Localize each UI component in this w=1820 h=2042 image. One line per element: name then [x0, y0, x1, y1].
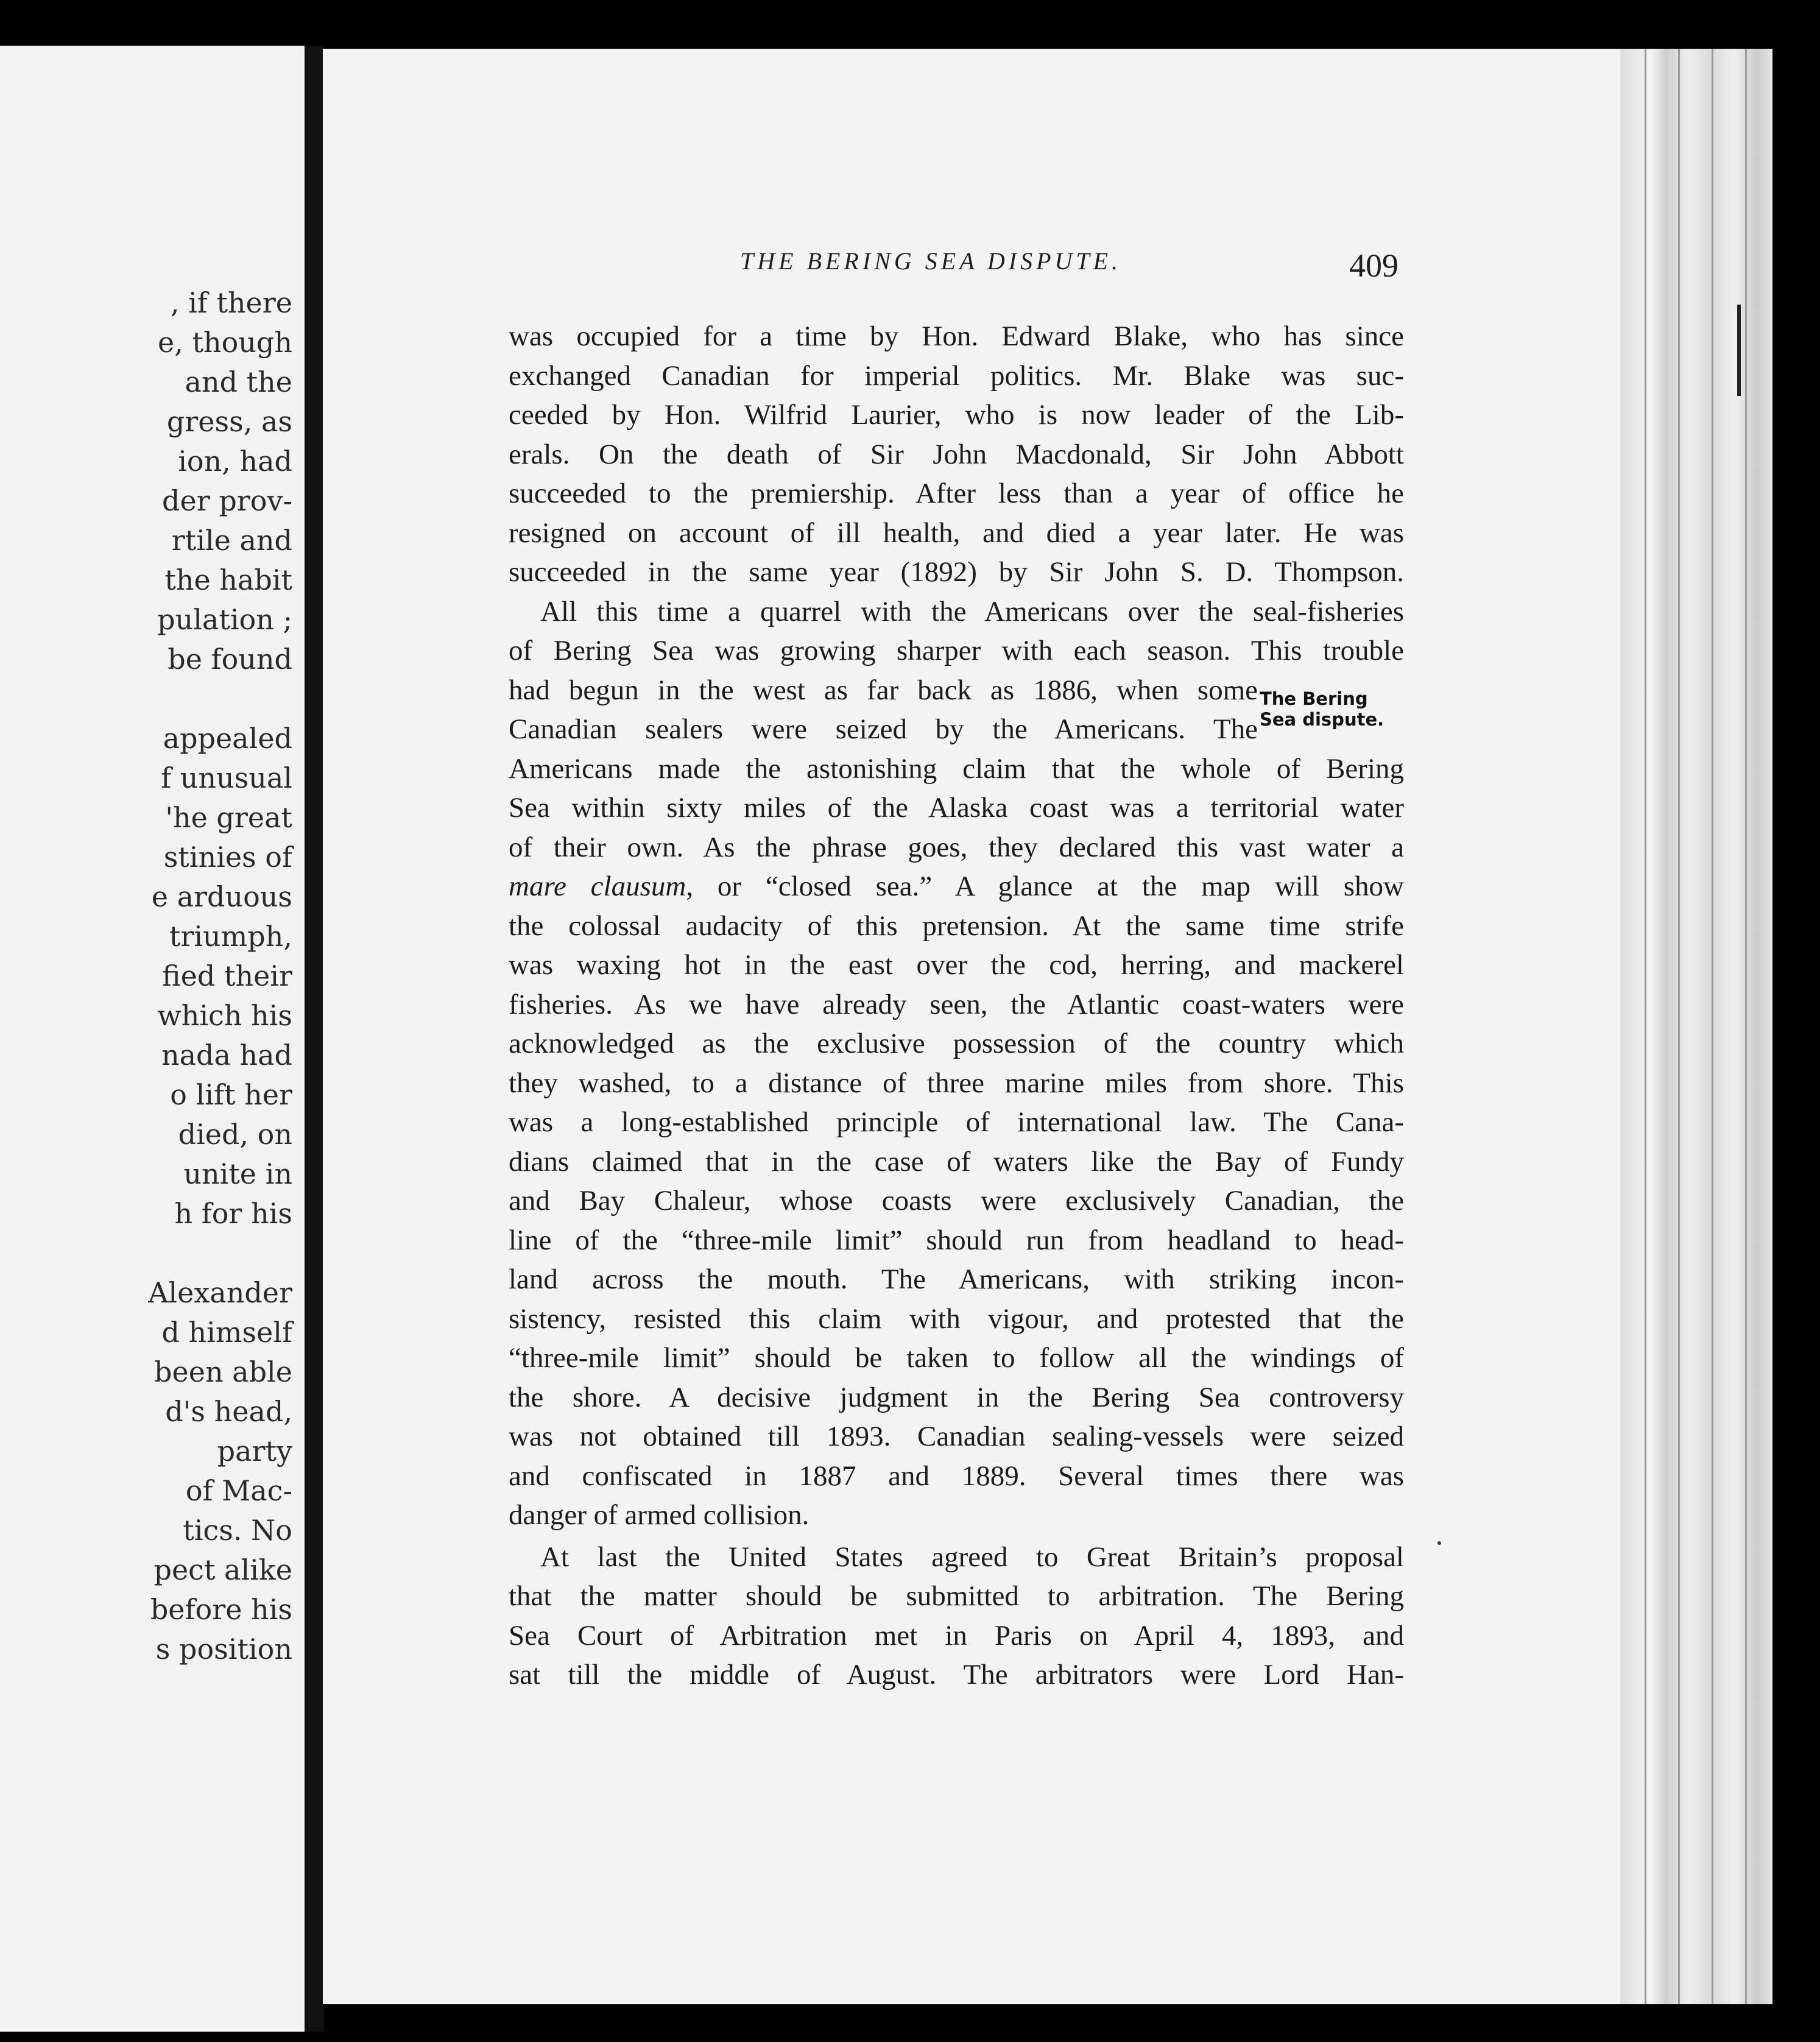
text-line: and Bay Chaleur, whose coasts were exclusively Canadian, the [509, 1185, 1404, 1217]
left-page-line: pulation ; [157, 603, 292, 636]
paragraph-2 [509, 592, 1404, 1535]
text-line: succeeded in the same year (1892) by Sir John S. D. Thompson. [509, 556, 1404, 588]
text-line: All this time a quarrel with the Americans over the seal-fisheries [540, 595, 1404, 627]
text-line: danger of armed collision. [509, 1499, 809, 1531]
left-page-line: died, on [178, 1118, 292, 1151]
left-page-line: fied their [161, 959, 292, 992]
left-page-line: e arduous [151, 880, 292, 913]
left-page-line: f unusual [161, 761, 292, 794]
text-line: the shore. A decisive judgment in the Bering Sea controversy [509, 1381, 1404, 1413]
margin-note-line: The Bering [1260, 688, 1368, 709]
left-page-line: h for his [174, 1197, 292, 1230]
text-line: was a long-established principle of international law. The Cana- [509, 1106, 1404, 1138]
book-gutter [305, 46, 324, 2032]
left-page-line: der prov- [162, 484, 292, 517]
text-line: Canadian sealers were seized by the Americans. The [509, 713, 1258, 745]
text-line: At last the United States agreed to Great Britain’s proposal [540, 1541, 1404, 1573]
left-page-line: e, though [158, 326, 292, 359]
left-page-line: Alexander [148, 1276, 292, 1309]
left-page-line: rtile and [171, 524, 292, 557]
left-page-line: ion, had [178, 445, 292, 478]
text-line: exchanged Canadian for imperial politics. Mr. Blake was suc- [509, 359, 1404, 392]
body-text [509, 317, 1404, 1695]
text-line: of Bering Sea was growing sharper with each season. This trouble [509, 635, 1404, 666]
text-line: had begun in the west as far back as 1886, when some [509, 674, 1258, 706]
ink-speck [1437, 1541, 1441, 1545]
left-page-line: nada had [161, 1039, 292, 1072]
text-line: acknowledged as the exclusive possession of the country which [509, 1028, 1404, 1059]
text-line: was waxing hot in the east over the cod, herring, and mackerel [509, 949, 1404, 981]
text-line: land across the mouth. The Americans, with striking incon- [509, 1263, 1404, 1295]
page-edges [1620, 49, 1772, 2004]
paragraph-3 [509, 1538, 1404, 1695]
margin-note [1260, 688, 1400, 730]
text-line: Sea within sixty miles of the Alaska coast was a territorial water [509, 792, 1404, 824]
left-page-line: triumph, [169, 920, 292, 953]
text-line: ceeded by Hon. Wilfrid Laurier, who is now leader of the Lib- [509, 399, 1404, 431]
text-line: “three-mile limit” should be taken to follow all the windings of [509, 1342, 1404, 1374]
text-line: line of the “three-mile limit” should run from headland to head- [509, 1224, 1404, 1256]
text-line: was occupied for a time by Hon. Edward Blake, who has since [509, 320, 1404, 352]
text-line: Sea Court of Arbitration met in Paris on April 4, 1893, and [509, 1619, 1404, 1652]
left-page-line: d's head, [165, 1395, 292, 1428]
left-page-line: party [217, 1435, 292, 1468]
text-line: sat till the middle of August. The arbitrators were Lord Han- [509, 1659, 1404, 1690]
running-head: THE BERING SEA DISPUTE. [740, 247, 1122, 275]
left-page-line: the habit [164, 563, 292, 596]
text-line: was not obtained till 1893. Canadian sealing-vessels were seized [509, 1421, 1404, 1452]
text-line: that the matter should be submitted to arbitration. The Bering [509, 1580, 1404, 1612]
page-number: 409 [1349, 247, 1399, 284]
left-page-line: o lift her [170, 1078, 292, 1111]
left-page-line: gress, as [166, 405, 292, 438]
text-line: dians claimed that in the case of waters like the Bay of Fundy [509, 1145, 1404, 1178]
paragraph-1 [509, 317, 1404, 592]
left-page-line: , if there [170, 286, 292, 319]
left-page-line: s position [155, 1633, 292, 1666]
page-edge-line [1745, 49, 1747, 2004]
left-page-line: stinies of [163, 841, 292, 874]
text-line: mare clausum, or “closed sea.” A glance at the map will show [509, 871, 1404, 902]
text-line: erals. On the death of Sir John Macdonald, Sir John Abbott [509, 438, 1404, 470]
left-page-line: 'he great [165, 801, 292, 834]
margin-note-line: Sea dispute. [1260, 709, 1384, 730]
left-page-line: pect alike [153, 1553, 292, 1586]
text-line: Americans made the astonishing claim that the whole of Bering [509, 752, 1404, 785]
left-page-line: d himself [161, 1316, 292, 1349]
page-edge-line [1645, 49, 1646, 2004]
left-page-line: appealed [163, 722, 292, 755]
left-page-line: been able [154, 1355, 292, 1388]
page-edge-line [1678, 49, 1680, 2004]
left-page-line: be found [168, 643, 292, 676]
left-page-line: of Mac- [185, 1474, 292, 1507]
left-page-line: tics. No [183, 1514, 292, 1547]
left-page-line: unite in [183, 1157, 292, 1190]
text-line: succeeded to the premiership. After less than a year of office he [509, 478, 1404, 509]
text-line: fisheries. As we have already seen, the Atlantic coast-waters were [509, 988, 1404, 1020]
text-line: sistency, resisted this claim with vigour, and protested that the [509, 1302, 1404, 1335]
text-line: the colossal audacity of this pretension. At the same time strife [509, 910, 1404, 942]
left-page-line: which his [157, 999, 292, 1032]
scan-mark [1737, 305, 1741, 396]
text-line: resigned on account of ill health, and died a year later. He was [509, 517, 1404, 549]
text-line: of their own. As the phrase goes, they declared this vast water a [509, 831, 1404, 863]
text-line: and confiscated in 1887 and 1889. Several times there was [509, 1460, 1404, 1492]
text-line: they washed, to a distance of three marine miles from shore. This [509, 1067, 1404, 1099]
page-edge-line [1712, 49, 1713, 2004]
left-page-line: before his [150, 1593, 292, 1626]
left-page [0, 46, 316, 2032]
left-page-line: and the [185, 366, 292, 398]
